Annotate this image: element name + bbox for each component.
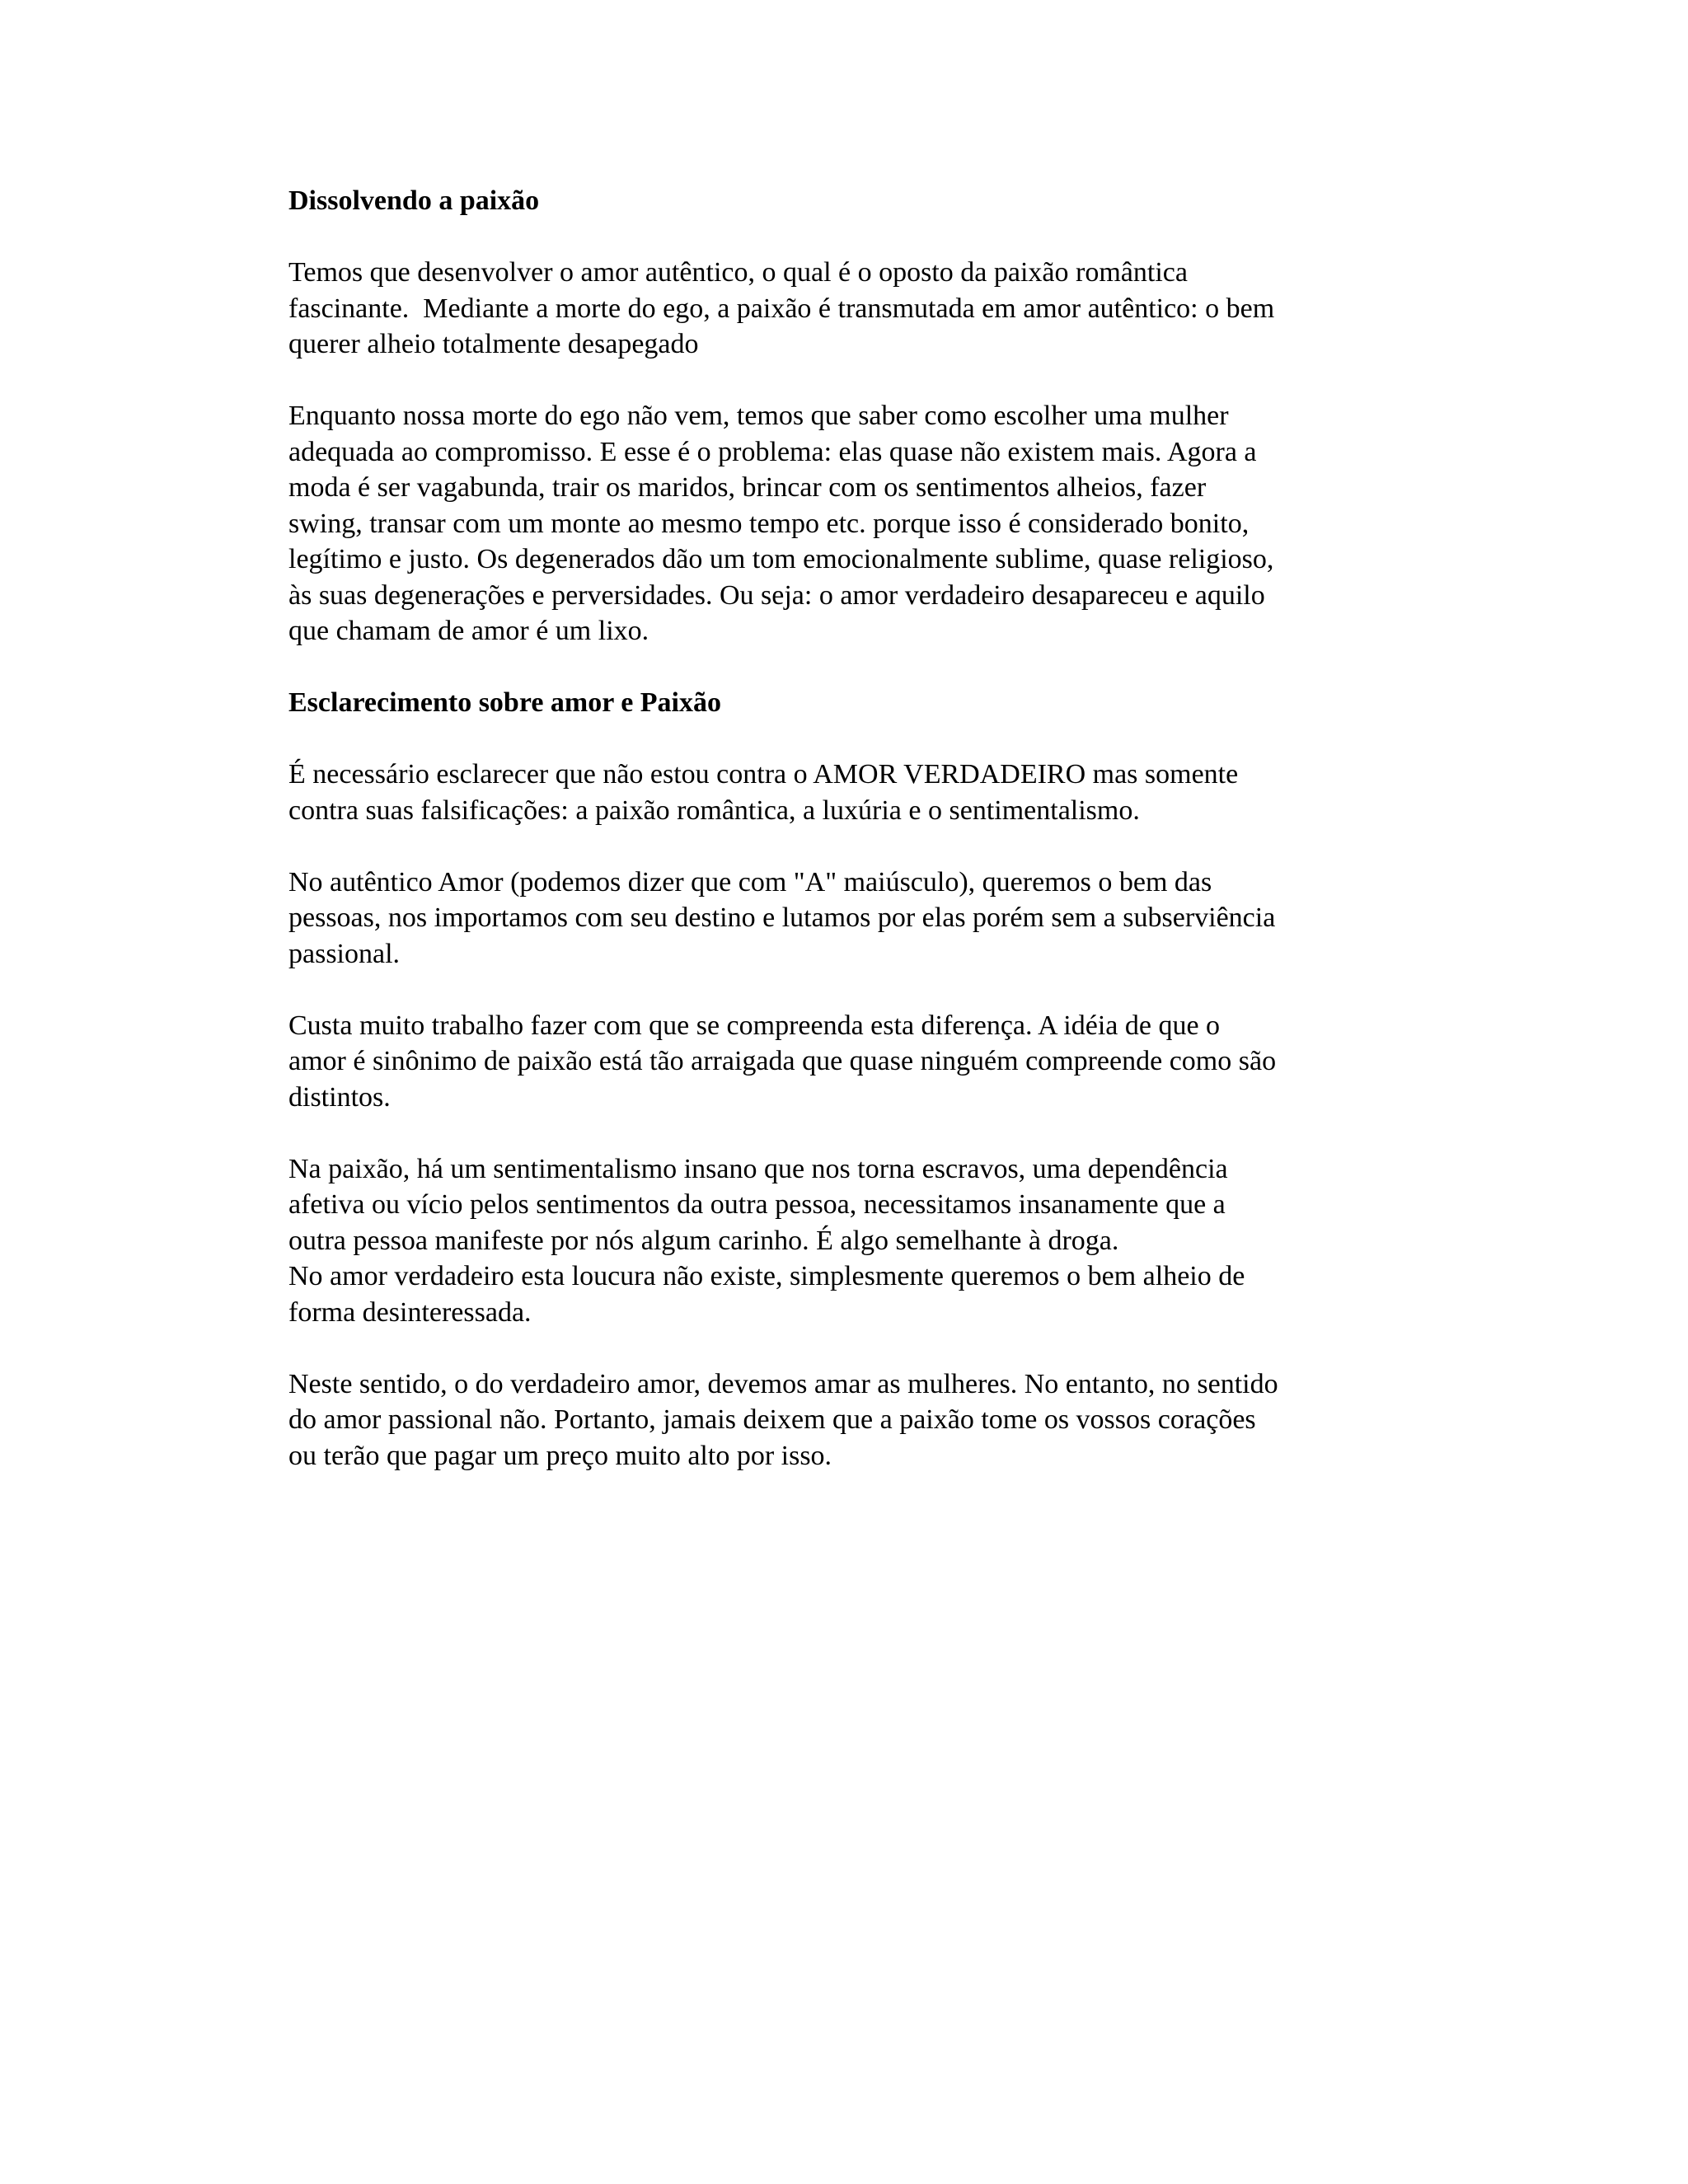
text-line: swing, transar com um monte ao mesmo tempo etc. porque isso é considerado bonito, xyxy=(288,508,1250,539)
document-body xyxy=(288,183,1401,1510)
text-line: Custa muito trabalho fazer com que se compreenda esta diferença. A idéia de que o xyxy=(288,1010,1221,1041)
text-line: contra suas falsificações: a paixão romântica, a luxúria e o sentimentalismo. xyxy=(288,794,1140,826)
text-line: É necessário esclarecer que não estou contra o AMOR VERDADEIRO mas somente xyxy=(288,759,1239,790)
text-line: moda é ser vagabunda, trair os maridos, brincar com os sentimentos alheios, fazer xyxy=(288,472,1207,503)
text-line: No autêntico Amor (podemos dizer que com "A" maiúsculo), queremos o bem das xyxy=(288,866,1212,898)
text-line: Temos que desenvolver o amor autêntico, o qual é o oposto da paixão romântica xyxy=(288,257,1188,288)
paragraph-2 xyxy=(288,398,1401,649)
text-line: Na paixão, há um sentimentalismo insano que nos torna escravos, uma dependência xyxy=(288,1153,1228,1184)
text-line: forma desinteressada. xyxy=(288,1296,532,1328)
text-line: distintos. xyxy=(288,1081,391,1113)
text-line: No amor verdadeiro esta loucura não existe, simplesmente queremos o bem alheio de xyxy=(288,1261,1245,1291)
text-line: às suas degenerações e perversidades. Ou seja: o amor verdadeiro desapareceu e aquilo xyxy=(288,579,1265,611)
paragraph-1 xyxy=(288,255,1401,363)
heading-esclarecimento: Esclarecimento sobre amor e Paixão xyxy=(288,687,722,718)
text-line: legítimo e justo. Os degenerados dão um tom emocionalmente sublime, quase religioso, xyxy=(288,544,1274,574)
text-line: querer alheio totalmente desapegado xyxy=(288,329,699,359)
text-line: passional. xyxy=(288,938,401,969)
text-line: afetiva ou vício pelos sentimentos da outra pessoa, necessitamos insanamente que a xyxy=(288,1189,1226,1220)
text-line: fascinante. Mediante a morte do ego, a paixão é transmutada em amor autêntico: o bem xyxy=(288,293,1275,324)
text-line: que chamam de amor é um lixo. xyxy=(288,616,649,646)
paragraph-7 xyxy=(288,1258,1401,1330)
text-line: Enquanto nossa morte do ego não vem, temos que saber como escolher uma mulher xyxy=(288,401,1229,431)
paragraph-3 xyxy=(288,757,1401,828)
paragraph-5 xyxy=(288,1008,1401,1116)
paragraph-8 xyxy=(288,1366,1401,1474)
text-line: Neste sentido, o do verdadeiro amor, devemos amar as mulheres. No entanto, no sentido xyxy=(288,1368,1278,1399)
text-line: amor é sinônimo de paixão está tão arraigada que quase ninguém compreende como são xyxy=(288,1046,1277,1076)
paragraph-6 xyxy=(288,1151,1401,1259)
text-line: adequada ao compromisso. E esse é o problema: elas quase não existem mais. Agora a xyxy=(288,436,1257,467)
heading-dissolvendo: Dissolvendo a paixão xyxy=(288,185,540,216)
text-line: ou terão que pagar um preço muito alto por isso. xyxy=(288,1440,832,1471)
text-line: pessoas, nos importamos com seu destino e lutamos por elas porém sem a subserviência xyxy=(288,902,1276,933)
text-line: outra pessoa manifeste por nós algum carinho. É algo semelhante à droga. xyxy=(288,1225,1119,1256)
text-line: do amor passional não. Portanto, jamais deixem que a paixão tome os vossos corações xyxy=(288,1404,1256,1435)
paragraph-4 xyxy=(288,865,1401,972)
